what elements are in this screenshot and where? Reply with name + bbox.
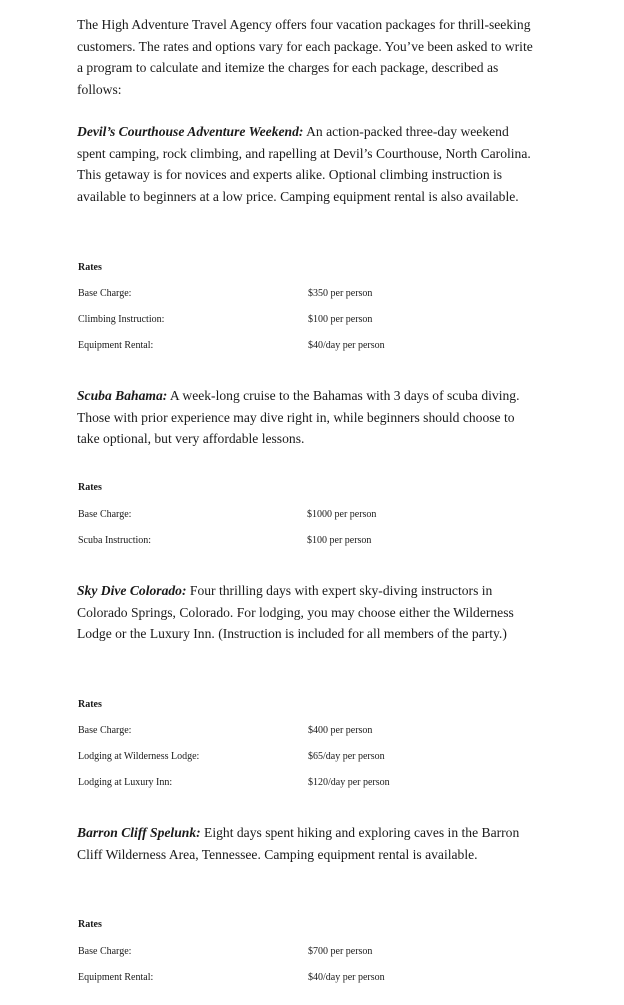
rate-value: $40/day per person [308, 972, 385, 983]
rate-value: $65/day per person [308, 751, 385, 762]
package-name: Scuba Bahama: [77, 388, 168, 403]
rate-label: Equipment Rental: [78, 972, 154, 983]
rate-label: Base Charge: [78, 288, 132, 299]
package-text: A week-long cruise to the Bahamas with 3 days of scuba diving. Those with prior experience may dive right in, while beginners should choose to take optional, but very affordable lessons. [77, 388, 520, 447]
rate-value: $350 per person [308, 288, 373, 299]
intro-paragraph: The High Adventure Travel Agency offers four vacation packages for thrill-seeking customers. The rates and options vary for each package. You’ve been asked to write a program to calculate and itemize the charges for each package, described as follows: [77, 17, 533, 97]
rate-value: $1000 per person [307, 509, 377, 520]
rate-label: Equipment Rental: [78, 340, 154, 351]
package-description [77, 580, 537, 645]
rate-label: Scuba Instruction: [78, 535, 152, 546]
package-name: Barron Cliff Spelunk: [77, 825, 201, 840]
rates-heading: Rates [78, 482, 102, 493]
rate-value: $700 per person [308, 946, 373, 957]
package-description [77, 385, 537, 450]
rate-value: $120/day per person [308, 777, 390, 788]
rate-label: Base Charge: [78, 725, 132, 736]
rates-heading: Rates [78, 919, 102, 930]
package-text: Eight days spent hiking and exploring caves in the Barron Cliff Wilderness Area, Tennessee. Camping equipment rental is available. [77, 825, 520, 862]
rates-heading: Rates [78, 699, 102, 710]
package-text: An action-packed three-day weekend spent camping, rock climbing, and rapelling at Devil’s Courthouse, North Carolina. This getaway is for novices and experts alike. Optional climbing instruction is available to beginners at a low price. Camping equipment rental is also available. [77, 124, 531, 204]
rate-value: $100 per person [308, 314, 373, 325]
rate-label: Base Charge: [78, 509, 132, 520]
rate-label: Lodging at Luxury Inn: [78, 777, 173, 788]
package-name: Sky Dive Colorado: [77, 583, 187, 598]
rate-label: Climbing Instruction: [78, 314, 165, 325]
rate-value: $100 per person [307, 535, 372, 546]
package-description [77, 822, 537, 865]
package-description [77, 121, 537, 207]
rate-value: $40/day per person [308, 340, 385, 351]
package-name: Devil’s Courthouse Adventure Weekend: [77, 124, 304, 139]
rate-label: Base Charge: [78, 946, 132, 957]
package-text: Four thrilling days with expert sky-diving instructors in Colorado Springs, Colorado. For lodging, you may choose either the Wilderness Lodge or the Luxury Inn. (Instruction is included for all members of the party.) [77, 583, 514, 642]
rate-value: $400 per person [308, 725, 373, 736]
rates-heading: Rates [78, 262, 102, 273]
rate-label: Lodging at Wilderness Lodge: [78, 751, 200, 762]
